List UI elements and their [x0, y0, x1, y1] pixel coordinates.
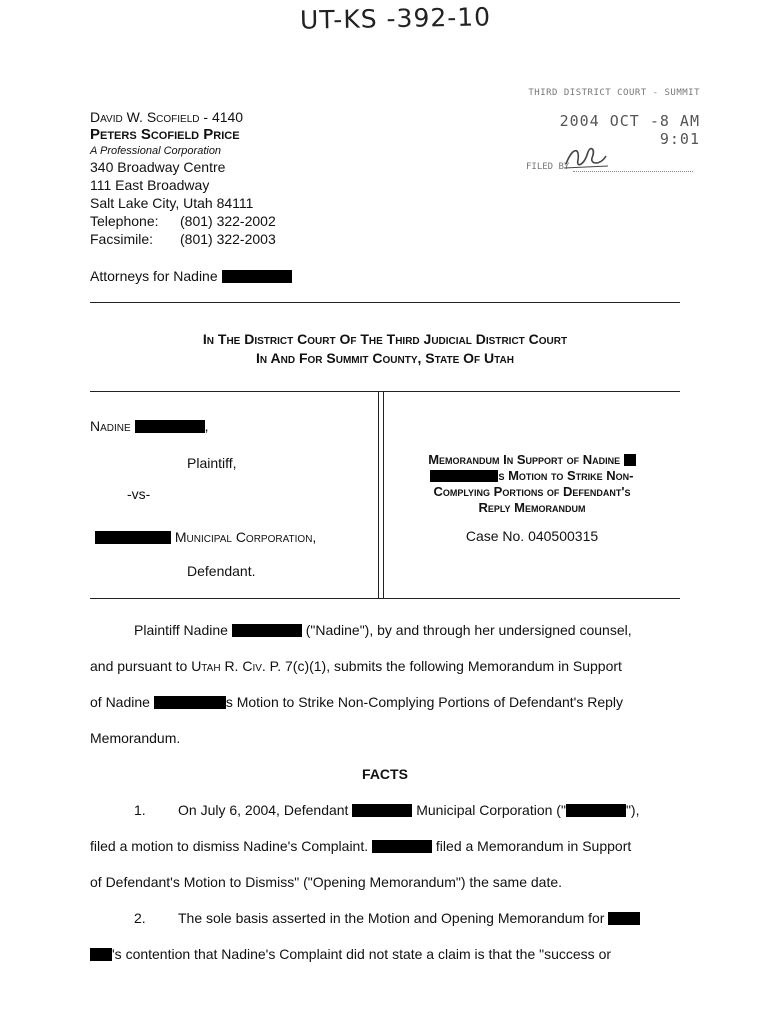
facsimile-value: (801) 322-2003 [180, 231, 276, 247]
stamp-court: THIRD DISTRICT COURT - SUMMIT [528, 88, 700, 98]
firm-type: A Professional Corporation [90, 145, 222, 157]
stamp-date: 2004 OCT -8 AM 9:01 [559, 112, 700, 148]
facts-heading: FACTS [362, 766, 408, 782]
handwritten-case-number: UT-KS -392-10 [299, 2, 492, 35]
defendant-name: Municipal Corporation, [174, 529, 317, 545]
versus: -vs- [127, 486, 151, 502]
fact-text: Municipal Corporation (" [416, 802, 566, 818]
fact-text: 's contention that Nadine's Complaint did not state a claim is that the "success or [112, 946, 612, 962]
document-title [390, 452, 674, 544]
document-title-line-1 [390, 452, 674, 468]
redaction-block [566, 804, 626, 817]
telephone-value: (801) 322-2002 [180, 213, 276, 229]
redaction-block [430, 470, 498, 482]
case-caption [90, 392, 680, 598]
fact-text: "), [625, 802, 640, 818]
facsimile-row [90, 230, 276, 248]
court-title-line-1: In The District Court Of The Third Judicial District Court [202, 331, 568, 347]
plaintiff-name: Nadine [90, 418, 131, 434]
case-number: Case No. 040500315 [465, 528, 599, 544]
facsimile-label: Facsimile: [90, 231, 154, 247]
document-title-line-3: Complying Portions of Defendant's [433, 484, 631, 499]
intro-text: ("Nadine"), by and through her undersigned counsel, [305, 622, 632, 638]
caption-bottom-rule [90, 598, 680, 599]
intro-line-3 [90, 684, 680, 720]
filing-stamp [510, 88, 700, 172]
attorneys-for [90, 268, 292, 284]
fact-text: filed a Memorandum in Support [435, 838, 632, 854]
firm-name: Peters Scofield Price [90, 126, 240, 143]
redaction-block [154, 696, 226, 709]
redaction-block [624, 454, 636, 466]
document-title-part-a: Memorandum In Support of Nadine [428, 452, 621, 467]
document-title-part-b: s Motion to Strike Non- [498, 468, 634, 483]
defendant-line [95, 529, 316, 545]
fact-2-line-2 [90, 936, 680, 972]
fact-1-line-3: of Defendant's Motion to Dismiss" ("Opening Memorandum") the same date. [90, 874, 563, 890]
plaintiff-line: Nadine , [90, 418, 209, 434]
redaction-block [372, 840, 432, 853]
fact-text: On July 6, 2004, Defendant [178, 802, 349, 818]
defendant-role: Defendant. [187, 563, 256, 579]
document-title-line-4: Reply Memorandum [478, 500, 586, 515]
redaction-block [90, 948, 112, 961]
attorney-name: David W. Scofield - 4140 [90, 109, 244, 125]
redaction-block [352, 804, 412, 817]
court-title-line-2: In And For Summit County, State Of Utah [256, 350, 514, 366]
memorandum-body [90, 612, 680, 972]
fact-2-line-1 [90, 900, 680, 936]
stamp-filed-label: FILED BY [526, 162, 570, 172]
intro-line-1 [90, 612, 680, 648]
caption-parties [90, 392, 378, 598]
redaction-block [222, 270, 292, 283]
fact-1-line-1 [90, 792, 680, 828]
caption-divider [378, 392, 384, 598]
intro-line-2 [90, 648, 680, 684]
intro-line-4: Memorandum. [90, 730, 181, 746]
divider [90, 302, 680, 303]
redaction-block [608, 912, 640, 925]
address-line-2: 111 East Broadway [90, 177, 210, 193]
plaintiff-role: Plaintiff, [187, 455, 237, 471]
telephone-row [90, 212, 276, 230]
address-line-1: 340 Broadway Centre [90, 159, 226, 175]
fact-number: 1. [134, 802, 146, 818]
redaction-block [135, 420, 205, 433]
redaction-block [95, 531, 171, 544]
rule-citation: Utah R. Civ. P. [191, 658, 282, 674]
fact-text: filed a motion to dismiss Nadine's Complaint. [90, 838, 369, 854]
clerk-signature-icon [562, 144, 612, 172]
redaction-block [232, 624, 302, 637]
intro-text: Plaintiff Nadine [134, 622, 228, 638]
court-title [90, 330, 680, 368]
intro-text: 7(c)(1), submits the following Memorandum in Support [281, 658, 622, 674]
attorneys-for-label: Attorneys for Nadine [90, 268, 218, 284]
intro-text: of Nadine [90, 694, 150, 710]
telephone-label: Telephone: [90, 213, 159, 229]
address-city: Salt Lake City, Utah 84111 [90, 195, 254, 211]
fact-text: The sole basis asserted in the Motion and Opening Memorandum for [178, 910, 605, 926]
document-title-line-2 [390, 468, 674, 484]
fact-1-line-2 [90, 828, 680, 864]
intro-text: s Motion to Strike Non-Complying Portions of Defendant's Reply [225, 694, 624, 710]
intro-text: and pursuant to [90, 658, 192, 674]
attorney-block [90, 108, 276, 248]
fact-number: 2. [134, 910, 146, 926]
stamp-filed-by [510, 162, 700, 172]
